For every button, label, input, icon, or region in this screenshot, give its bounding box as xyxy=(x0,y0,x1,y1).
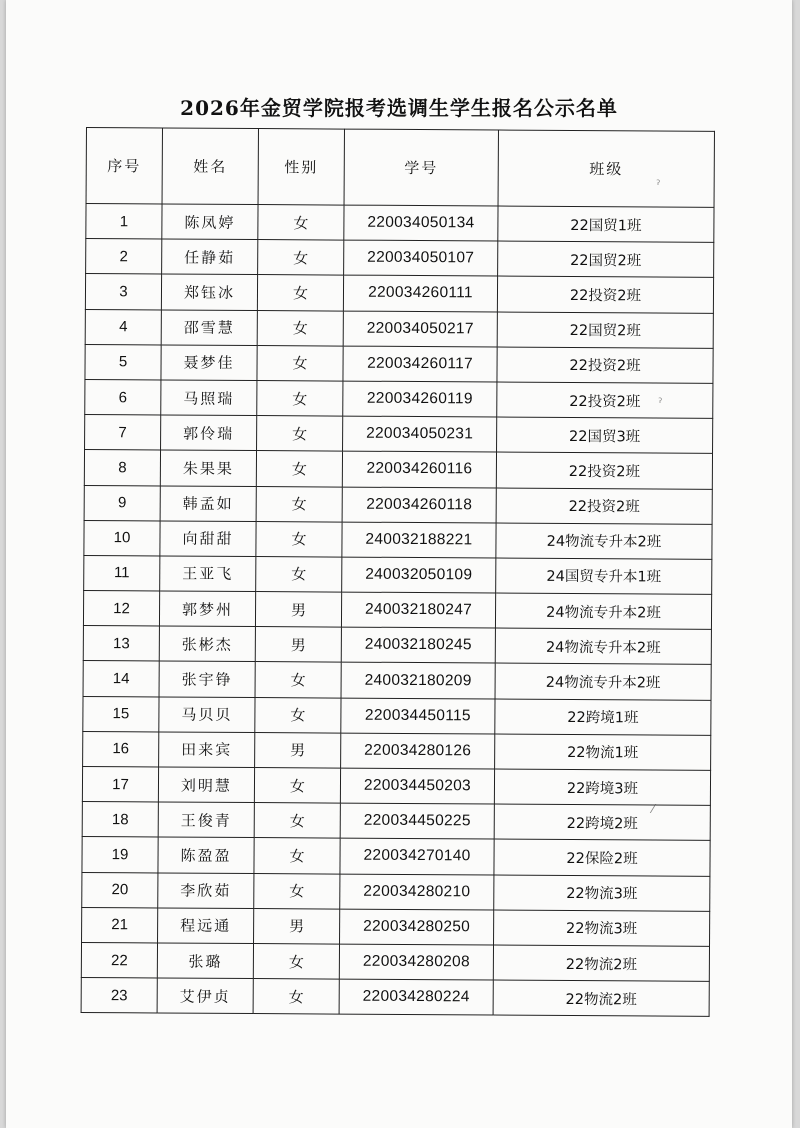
cell-gender: 女 xyxy=(254,873,340,909)
cell-name: 邵雪慧 xyxy=(161,310,257,346)
cell-seq: 1 xyxy=(86,204,162,240)
table-header xyxy=(86,128,714,208)
cell-student-id: 220034050134 xyxy=(344,205,498,241)
cell-seq: 19 xyxy=(82,837,158,873)
cell-name: 聂梦佳 xyxy=(161,345,257,381)
cell-gender: 女 xyxy=(254,803,340,839)
cell-gender: 女 xyxy=(257,345,343,381)
cell-gender: 女 xyxy=(256,451,342,487)
cell-student-id: 240032050109 xyxy=(342,557,496,593)
cell-student-id: 240032180209 xyxy=(341,663,495,699)
cell-student-id: 220034450115 xyxy=(341,698,495,734)
cell-seq: 4 xyxy=(85,309,161,345)
table-row xyxy=(84,450,712,489)
cell-student-id: 220034260118 xyxy=(342,487,496,523)
pen-mark: ⁄ xyxy=(652,802,655,816)
cell-student-id: 220034280208 xyxy=(339,944,493,980)
cell-class: 22投资2班 xyxy=(497,347,713,384)
cell-seq: 5 xyxy=(85,344,161,380)
cell-student-id: 220034050231 xyxy=(343,416,497,452)
table-row xyxy=(81,942,709,981)
cell-student-id: 220034280210 xyxy=(340,874,494,910)
document-title: 2026年金贸学院报考选调生学生报名公示名单 xyxy=(180,96,618,120)
table-row xyxy=(82,802,710,841)
cell-student-id: 220034270140 xyxy=(340,838,494,874)
cell-student-id: 220034450225 xyxy=(340,803,494,839)
cell-name: 陈盈盈 xyxy=(158,837,254,873)
cell-gender: 女 xyxy=(257,380,343,416)
table-row xyxy=(86,204,714,243)
cell-name: 韩孟如 xyxy=(160,485,256,521)
cell-seq: 8 xyxy=(84,450,160,486)
cell-student-id: 220034050217 xyxy=(343,311,497,347)
cell-class: 24物流专升本2班 xyxy=(496,523,712,560)
cell-class: 22国贸1班 xyxy=(498,206,714,243)
cell-seq: 23 xyxy=(81,978,157,1014)
cell-student-id: 220034260116 xyxy=(342,451,496,487)
header-seq: 序号 xyxy=(86,128,162,204)
cell-seq: 12 xyxy=(83,591,159,627)
header-class: 班级 xyxy=(498,130,714,207)
cell-gender: 男 xyxy=(255,627,341,663)
cell-name: 王俊青 xyxy=(158,802,254,838)
cell-name: 田来宾 xyxy=(159,732,255,768)
cell-seq: 15 xyxy=(83,696,159,732)
cell-seq: 22 xyxy=(81,942,157,978)
cell-name: 郭梦州 xyxy=(159,591,255,627)
cell-class: 24国贸专升本1班 xyxy=(496,558,712,595)
table-row xyxy=(82,766,710,805)
table-row xyxy=(85,415,713,454)
cell-gender: 女 xyxy=(255,697,341,733)
table-row xyxy=(84,520,712,559)
cell-name: 郭伶瑞 xyxy=(161,415,257,451)
table-row xyxy=(83,696,711,735)
table-row xyxy=(84,485,712,524)
cell-student-id: 220034260117 xyxy=(343,346,497,382)
cell-class: 22跨境2班 xyxy=(494,804,710,841)
table-row xyxy=(85,379,713,418)
cell-class: 22投资2班 xyxy=(496,452,712,489)
cell-seq: 17 xyxy=(82,766,158,802)
table-row xyxy=(81,978,709,1017)
cell-class: 22国贸2班 xyxy=(497,312,713,349)
cell-name: 任静茹 xyxy=(162,239,258,275)
cell-seq: 16 xyxy=(83,731,159,767)
cell-class: 22物流2班 xyxy=(493,980,709,1017)
header-row xyxy=(86,128,714,208)
cell-seq: 2 xyxy=(86,239,162,275)
cell-gender: 女 xyxy=(258,240,344,276)
cell-name: 张彬杰 xyxy=(159,626,255,662)
cell-student-id: 240032180245 xyxy=(341,627,495,663)
cell-seq: 14 xyxy=(83,661,159,697)
table-row xyxy=(85,309,713,348)
cell-name: 马照瑞 xyxy=(161,380,257,416)
table-row xyxy=(82,907,710,946)
cell-seq: 6 xyxy=(85,379,161,415)
header-name: 姓名 xyxy=(162,128,258,205)
table-row xyxy=(85,274,713,313)
table-row xyxy=(86,239,714,278)
cell-class: 22投资2班 xyxy=(497,382,713,419)
table-row xyxy=(83,591,711,630)
cell-student-id: 240032180247 xyxy=(341,592,495,628)
cell-class: 22投资2班 xyxy=(496,488,712,525)
cell-class: 24物流专升本2班 xyxy=(495,593,711,630)
cell-student-id: 240032188221 xyxy=(342,522,496,558)
table-row xyxy=(82,872,710,911)
cell-class: 22跨境3班 xyxy=(494,769,710,806)
cell-student-id: 220034260119 xyxy=(343,381,497,417)
cell-gender: 女 xyxy=(258,205,344,241)
table-row xyxy=(84,555,712,594)
document-page xyxy=(6,0,792,1128)
table-body xyxy=(81,204,714,1017)
cell-student-id: 220034280224 xyxy=(339,979,493,1015)
header-gender: 性别 xyxy=(258,129,344,206)
cell-name: 郑钰冰 xyxy=(161,274,257,310)
cell-name: 刘明慧 xyxy=(158,767,254,803)
pen-mark: ˀ xyxy=(658,396,663,410)
cell-class: 22物流1班 xyxy=(495,734,711,771)
cell-name: 王亚飞 xyxy=(160,556,256,592)
cell-student-id: 220034050107 xyxy=(344,240,498,276)
cell-name: 张璐 xyxy=(157,943,253,979)
cell-gender: 女 xyxy=(257,275,343,311)
cell-class: 22国贸3班 xyxy=(497,417,713,454)
cell-name: 马贝贝 xyxy=(159,697,255,733)
cell-gender: 女 xyxy=(254,838,340,874)
cell-class: 22物流3班 xyxy=(494,875,710,912)
cell-gender: 女 xyxy=(256,521,342,557)
cell-seq: 9 xyxy=(84,485,160,521)
cell-gender: 男 xyxy=(255,732,341,768)
cell-gender: 男 xyxy=(255,592,341,628)
cell-seq: 11 xyxy=(84,555,160,591)
cell-class: 24物流专升本2班 xyxy=(495,628,711,665)
cell-name: 向甜甜 xyxy=(160,521,256,557)
cell-seq: 21 xyxy=(82,907,158,943)
cell-name: 艾伊贞 xyxy=(157,978,253,1014)
table-row xyxy=(82,837,710,876)
cell-name: 陈凤婷 xyxy=(162,204,258,240)
cell-name: 李欣茹 xyxy=(158,873,254,909)
cell-seq: 18 xyxy=(82,802,158,838)
cell-student-id: 220034280126 xyxy=(341,733,495,769)
cell-gender: 男 xyxy=(254,908,340,944)
table-row xyxy=(83,661,711,700)
cell-gender: 女 xyxy=(257,310,343,346)
cell-name: 程远通 xyxy=(158,908,254,944)
cell-class: 22物流3班 xyxy=(494,910,710,947)
cell-class: 22投资2班 xyxy=(497,276,713,313)
table-row xyxy=(83,626,711,665)
cell-gender: 女 xyxy=(256,486,342,522)
roster-table xyxy=(81,127,715,1017)
cell-student-id: 220034450203 xyxy=(340,768,494,804)
cell-class: 22跨境1班 xyxy=(495,699,711,736)
cell-gender: 女 xyxy=(253,979,339,1015)
cell-class: 22国贸2班 xyxy=(498,241,714,278)
cell-name: 朱果果 xyxy=(160,450,256,486)
cell-gender: 女 xyxy=(257,416,343,452)
table-row xyxy=(85,344,713,383)
cell-gender: 女 xyxy=(256,556,342,592)
table-row xyxy=(83,731,711,770)
cell-class: 22物流2班 xyxy=(493,945,709,982)
cell-name: 张宇铮 xyxy=(159,661,255,697)
cell-student-id: 220034260111 xyxy=(343,275,497,311)
pen-mark: ˀ xyxy=(656,178,661,192)
header-student-id: 学号 xyxy=(344,129,498,206)
cell-seq: 13 xyxy=(83,626,159,662)
cell-gender: 女 xyxy=(254,768,340,804)
cell-class: 24物流专升本2班 xyxy=(495,663,711,700)
cell-gender: 女 xyxy=(255,662,341,698)
cell-seq: 3 xyxy=(85,274,161,310)
cell-student-id: 220034280250 xyxy=(340,909,494,945)
cell-class: 22保险2班 xyxy=(494,839,710,876)
cell-seq: 10 xyxy=(84,520,160,556)
cell-seq: 7 xyxy=(85,415,161,451)
cell-seq: 20 xyxy=(82,872,158,908)
cell-gender: 女 xyxy=(253,943,339,979)
